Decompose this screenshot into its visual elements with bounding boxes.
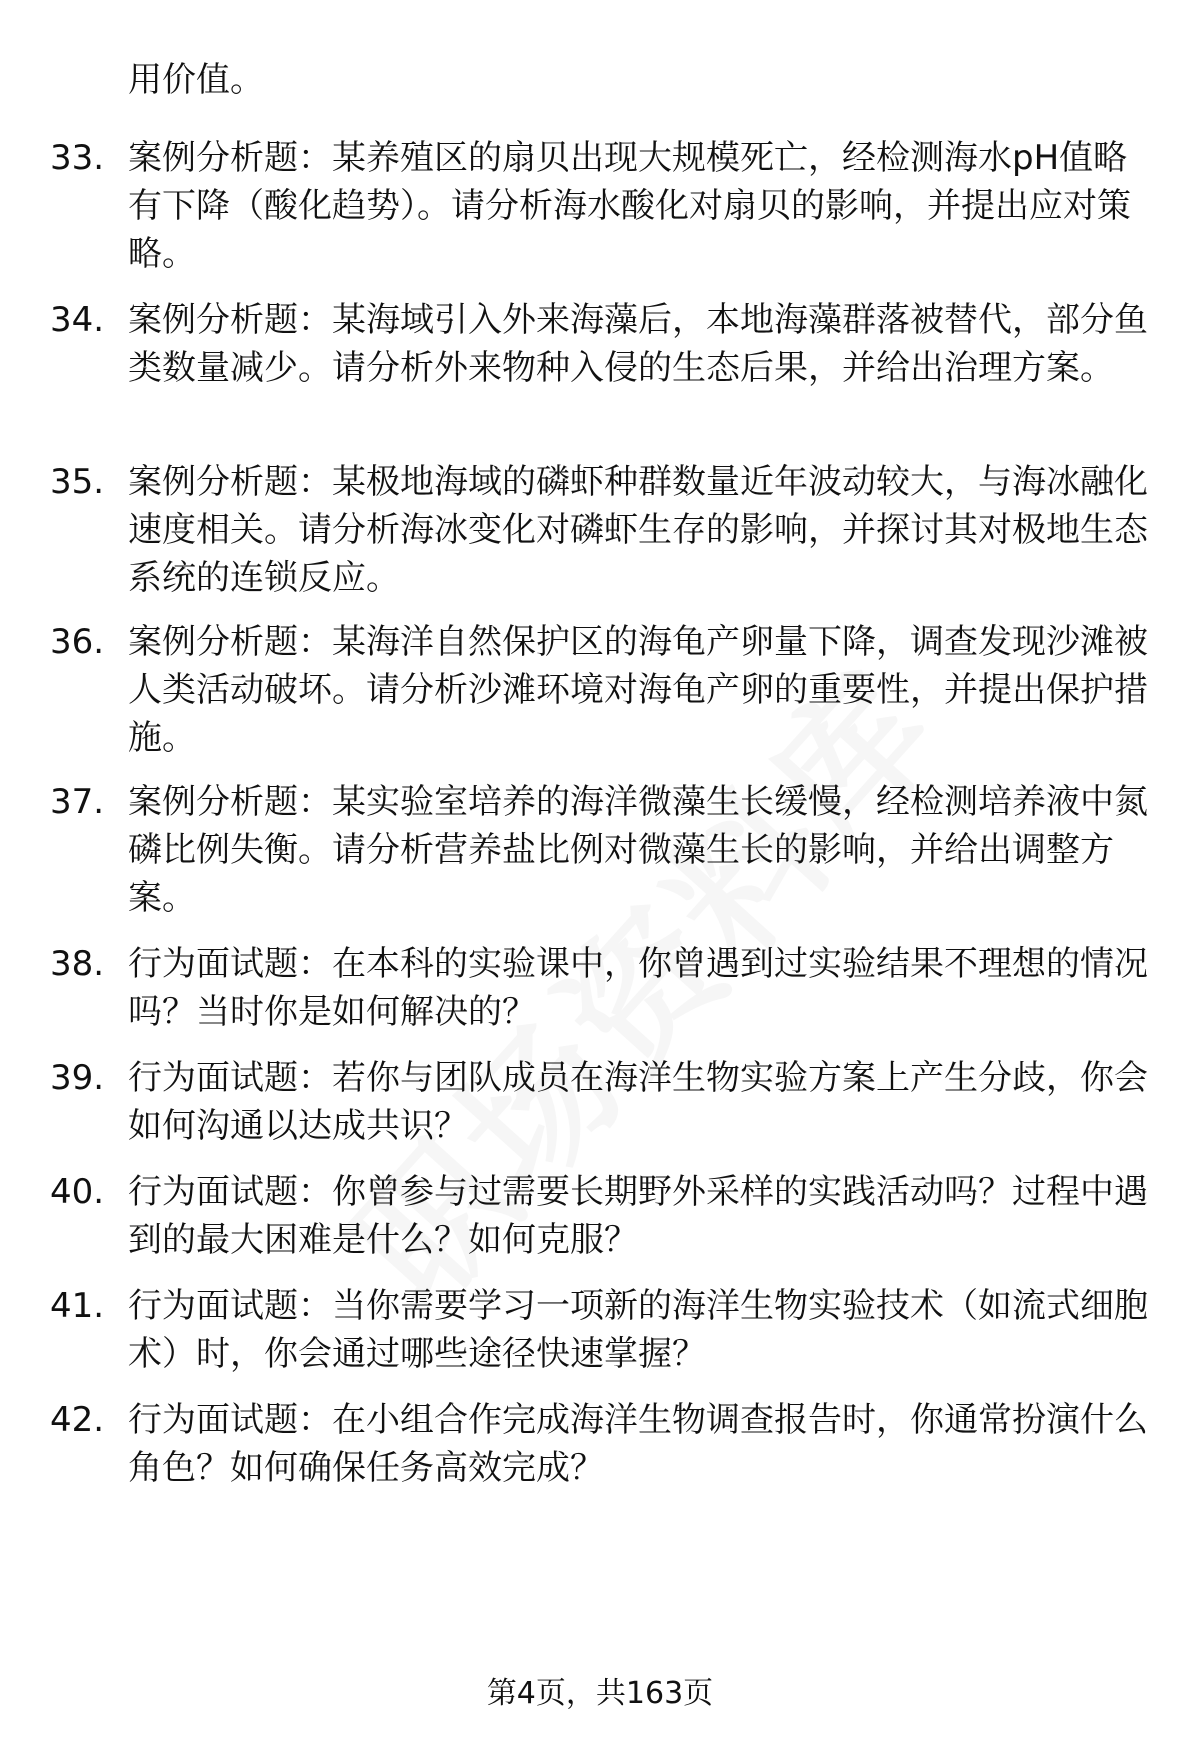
- question-item: [50, 1168, 1150, 1264]
- question-text: 行为面试题：你曾参与过需要长期野外采样的实践活动吗？过程中遇到的最大困难是什么？如何克服？: [128, 1172, 1148, 1260]
- continuation-text: 用价值。: [128, 60, 264, 100]
- question-number: 41.: [50, 1286, 105, 1326]
- question-text: 案例分析题：某实验室培养的海洋微藻生长缓慢，经检测培养液中氮磷比例失衡。请分析营养盐比例对微藻生长的影响，并给出调整方案。: [128, 782, 1148, 918]
- question-text: 行为面试题：若你与团队成员在海洋生物实验方案上产生分歧，你会如何沟通以达成共识？: [128, 1058, 1148, 1146]
- question-item: [50, 618, 1150, 762]
- question-number: 34.: [50, 300, 105, 340]
- question-number: 39.: [50, 1058, 105, 1098]
- question-text: 行为面试题：在小组合作完成海洋生物调查报告时，你通常扮演什么角色？如何确保任务高效完成？: [128, 1400, 1148, 1488]
- question-number: 33.: [50, 138, 105, 178]
- question-number: 38.: [50, 944, 105, 984]
- question-item: [50, 134, 1150, 278]
- question-number: 40.: [50, 1172, 105, 1212]
- question-text: 案例分析题：某养殖区的扇贝出现大规模死亡，经检测海水pH值略有下降（酸化趋势）。请分析海水酸化对扇贝的影响，并提出应对策略。: [128, 138, 1131, 274]
- question-item: [50, 1282, 1150, 1378]
- question-text: 行为面试题：在本科的实验课中，你曾遇到过实验结果不理想的情况吗？当时你是如何解决的？: [128, 944, 1148, 1032]
- question-text: 案例分析题：某极地海域的磷虾种群数量近年波动较大，与海冰融化速度相关。请分析海冰变化对磷虾生存的影响，并探讨其对极地生态系统的连锁反应。: [128, 462, 1148, 598]
- page-footer: 第4页，共163页: [486, 1676, 714, 1711]
- question-item: [50, 458, 1150, 602]
- question-number: 36.: [50, 622, 105, 662]
- question-number: 35.: [50, 462, 105, 502]
- question-item: [50, 296, 1150, 392]
- question-item: [50, 1054, 1150, 1150]
- question-item: [50, 1396, 1150, 1492]
- question-text: 案例分析题：某海域引入外来海藻后，本地海藻群落被替代，部分鱼类数量减少。请分析外来物种入侵的生态后果，并给出治理方案。: [128, 300, 1148, 388]
- question-text: 案例分析题：某海洋自然保护区的海龟产卵量下降，调查发现沙滩被人类活动破坏。请分析沙滩环境对海龟产卵的重要性，并提出保护措施。: [128, 622, 1148, 758]
- question-item: [50, 940, 1150, 1036]
- question-item: [50, 778, 1150, 922]
- question-number: 37.: [50, 782, 105, 822]
- question-number: 42.: [50, 1400, 105, 1440]
- question-text: 行为面试题：当你需要学习一项新的海洋生物实验技术（如流式细胞术）时，你会通过哪些途径快速掌握？: [128, 1286, 1148, 1374]
